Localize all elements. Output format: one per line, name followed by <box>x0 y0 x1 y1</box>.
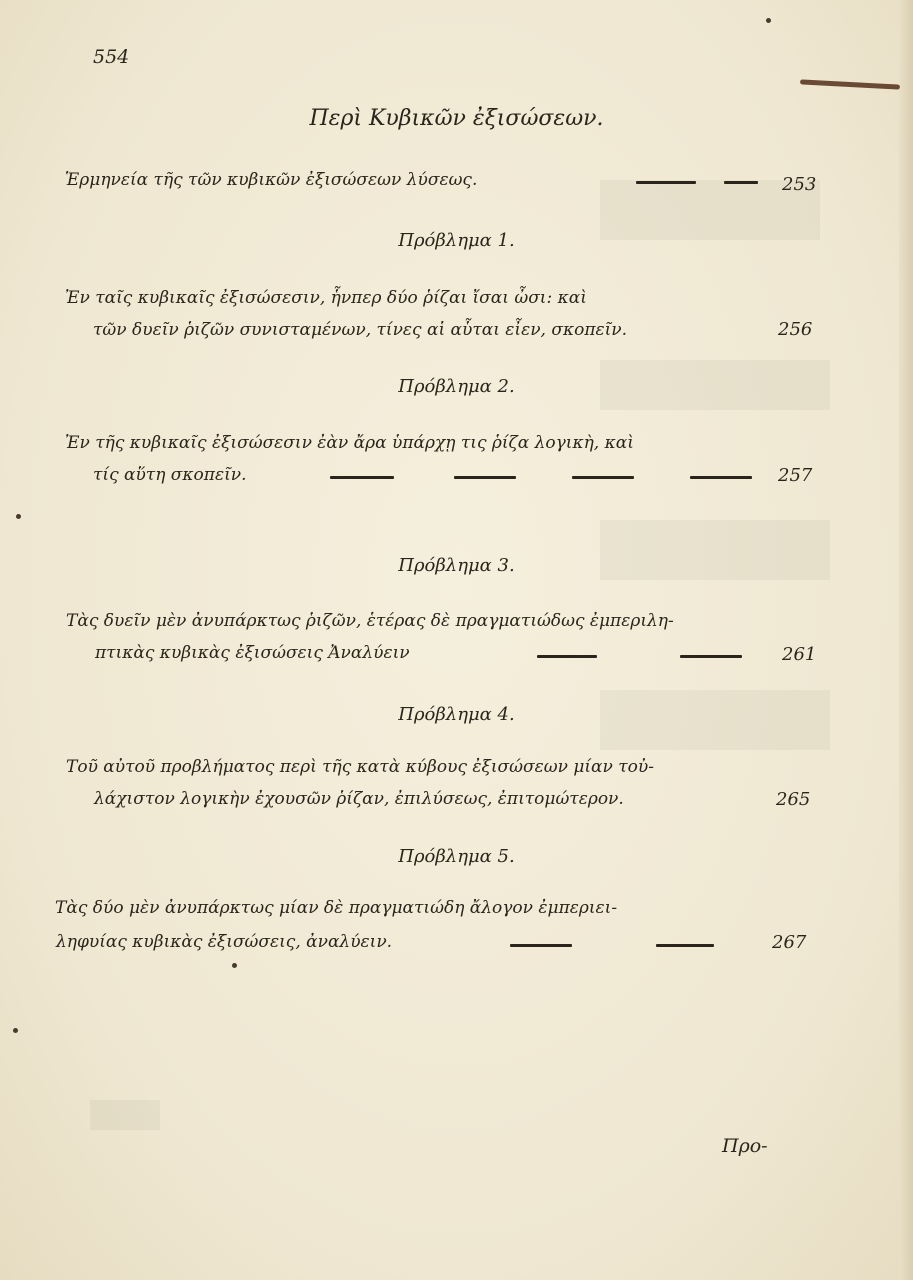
problem-2-heading: Πρόβλημα 2. <box>398 376 515 397</box>
ink-speck <box>16 514 21 519</box>
leader-dash <box>680 655 742 658</box>
intro-line: Ἑρμηνεία τῆς τῶν κυβικῶν ἐξισώσεων λύσεως. <box>65 170 478 190</box>
problem-3-page-ref: 261 <box>782 644 817 665</box>
problem-5-line-2: ληφυίας κυβικὰς ἐξισώσεις, ἀναλύειν. <box>56 932 393 952</box>
leader-dash <box>656 944 714 947</box>
leader-dash <box>330 476 394 479</box>
leader-dash <box>636 181 696 184</box>
leader-dash <box>454 476 516 479</box>
leader-dash <box>724 181 758 184</box>
page-edge <box>899 0 913 1280</box>
problem-4-line-1: Τοῦ αὐτοῦ προβλήματος περὶ τῆς κατὰ κύβους ἐξισώσεων μίαν τοὐ- <box>66 757 654 777</box>
problem-3-line-2: πτικὰς κυβικὰς ἐξισώσεις Ἀναλύειν <box>95 643 410 663</box>
problem-1-heading: Πρόβλημα 1. <box>398 230 515 251</box>
page-title: Περὶ Κυβικῶν ἐξισώσεων. <box>309 106 604 131</box>
problem-5-line-1: Τὰς δύο μὲν ἀνυπάρκτως μίαν δὲ πραγματιώδη ἄλογον ἐμπεριει- <box>55 898 618 918</box>
problem-1-line-2: τῶν δυεῖν ῥιζῶν συνισταμένων, τίνες αἱ αὗται εἶεν, σκοπεῖν. <box>93 320 628 340</box>
problem-3-line-1: Τὰς δυεῖν μὲν ἀνυπάρκτως ῥιζῶν, ἑτέρας δὲ πραγματιώδως ἐμπεριλη- <box>66 611 674 631</box>
problem-3-heading: Πρόβλημα 3. <box>398 555 515 576</box>
leader-dash <box>537 655 597 658</box>
bleed-through <box>90 1100 160 1130</box>
problem-1-page-ref: 256 <box>778 319 813 340</box>
problem-1-line-1: Ἐν ταῖς κυβικαῖς ἐξισώσεσιν, ἧνπερ δύο ῥίζαι ἴσαι ὦσι: καὶ <box>65 288 587 308</box>
problem-5-page-ref: 267 <box>772 932 807 953</box>
ink-speck <box>766 18 771 23</box>
leader-dash <box>572 476 634 479</box>
problem-2-line-2: τίς αὕτη σκοπεῖν. <box>93 465 247 485</box>
ink-speck <box>13 1028 18 1033</box>
ink-speck <box>232 963 237 968</box>
ink-stroke <box>800 79 900 89</box>
page-number: 554 <box>93 46 130 68</box>
catchword: Προ- <box>722 1135 768 1157</box>
problem-4-line-2: λάχιστον λογικὴν ἐχουσῶν ῥίζαν, ἐπιλύσεως, ἐπιτομώτερον. <box>94 789 624 809</box>
intro-page-ref: 253 <box>782 174 817 195</box>
problem-4-heading: Πρόβλημα 4. <box>398 704 515 725</box>
leader-dash <box>510 944 572 947</box>
problem-2-line-1: Ἐν τῆς κυβικαῖς ἐξισώσεσιν ἐὰν ἄρα ὑπάρχῃ τις ῥίζα λογικὴ, καὶ <box>65 433 634 453</box>
problem-2-page-ref: 257 <box>778 465 813 486</box>
problem-5-heading: Πρόβλημα 5. <box>398 846 515 867</box>
problem-4-page-ref: 265 <box>776 789 811 810</box>
leader-dash <box>690 476 752 479</box>
